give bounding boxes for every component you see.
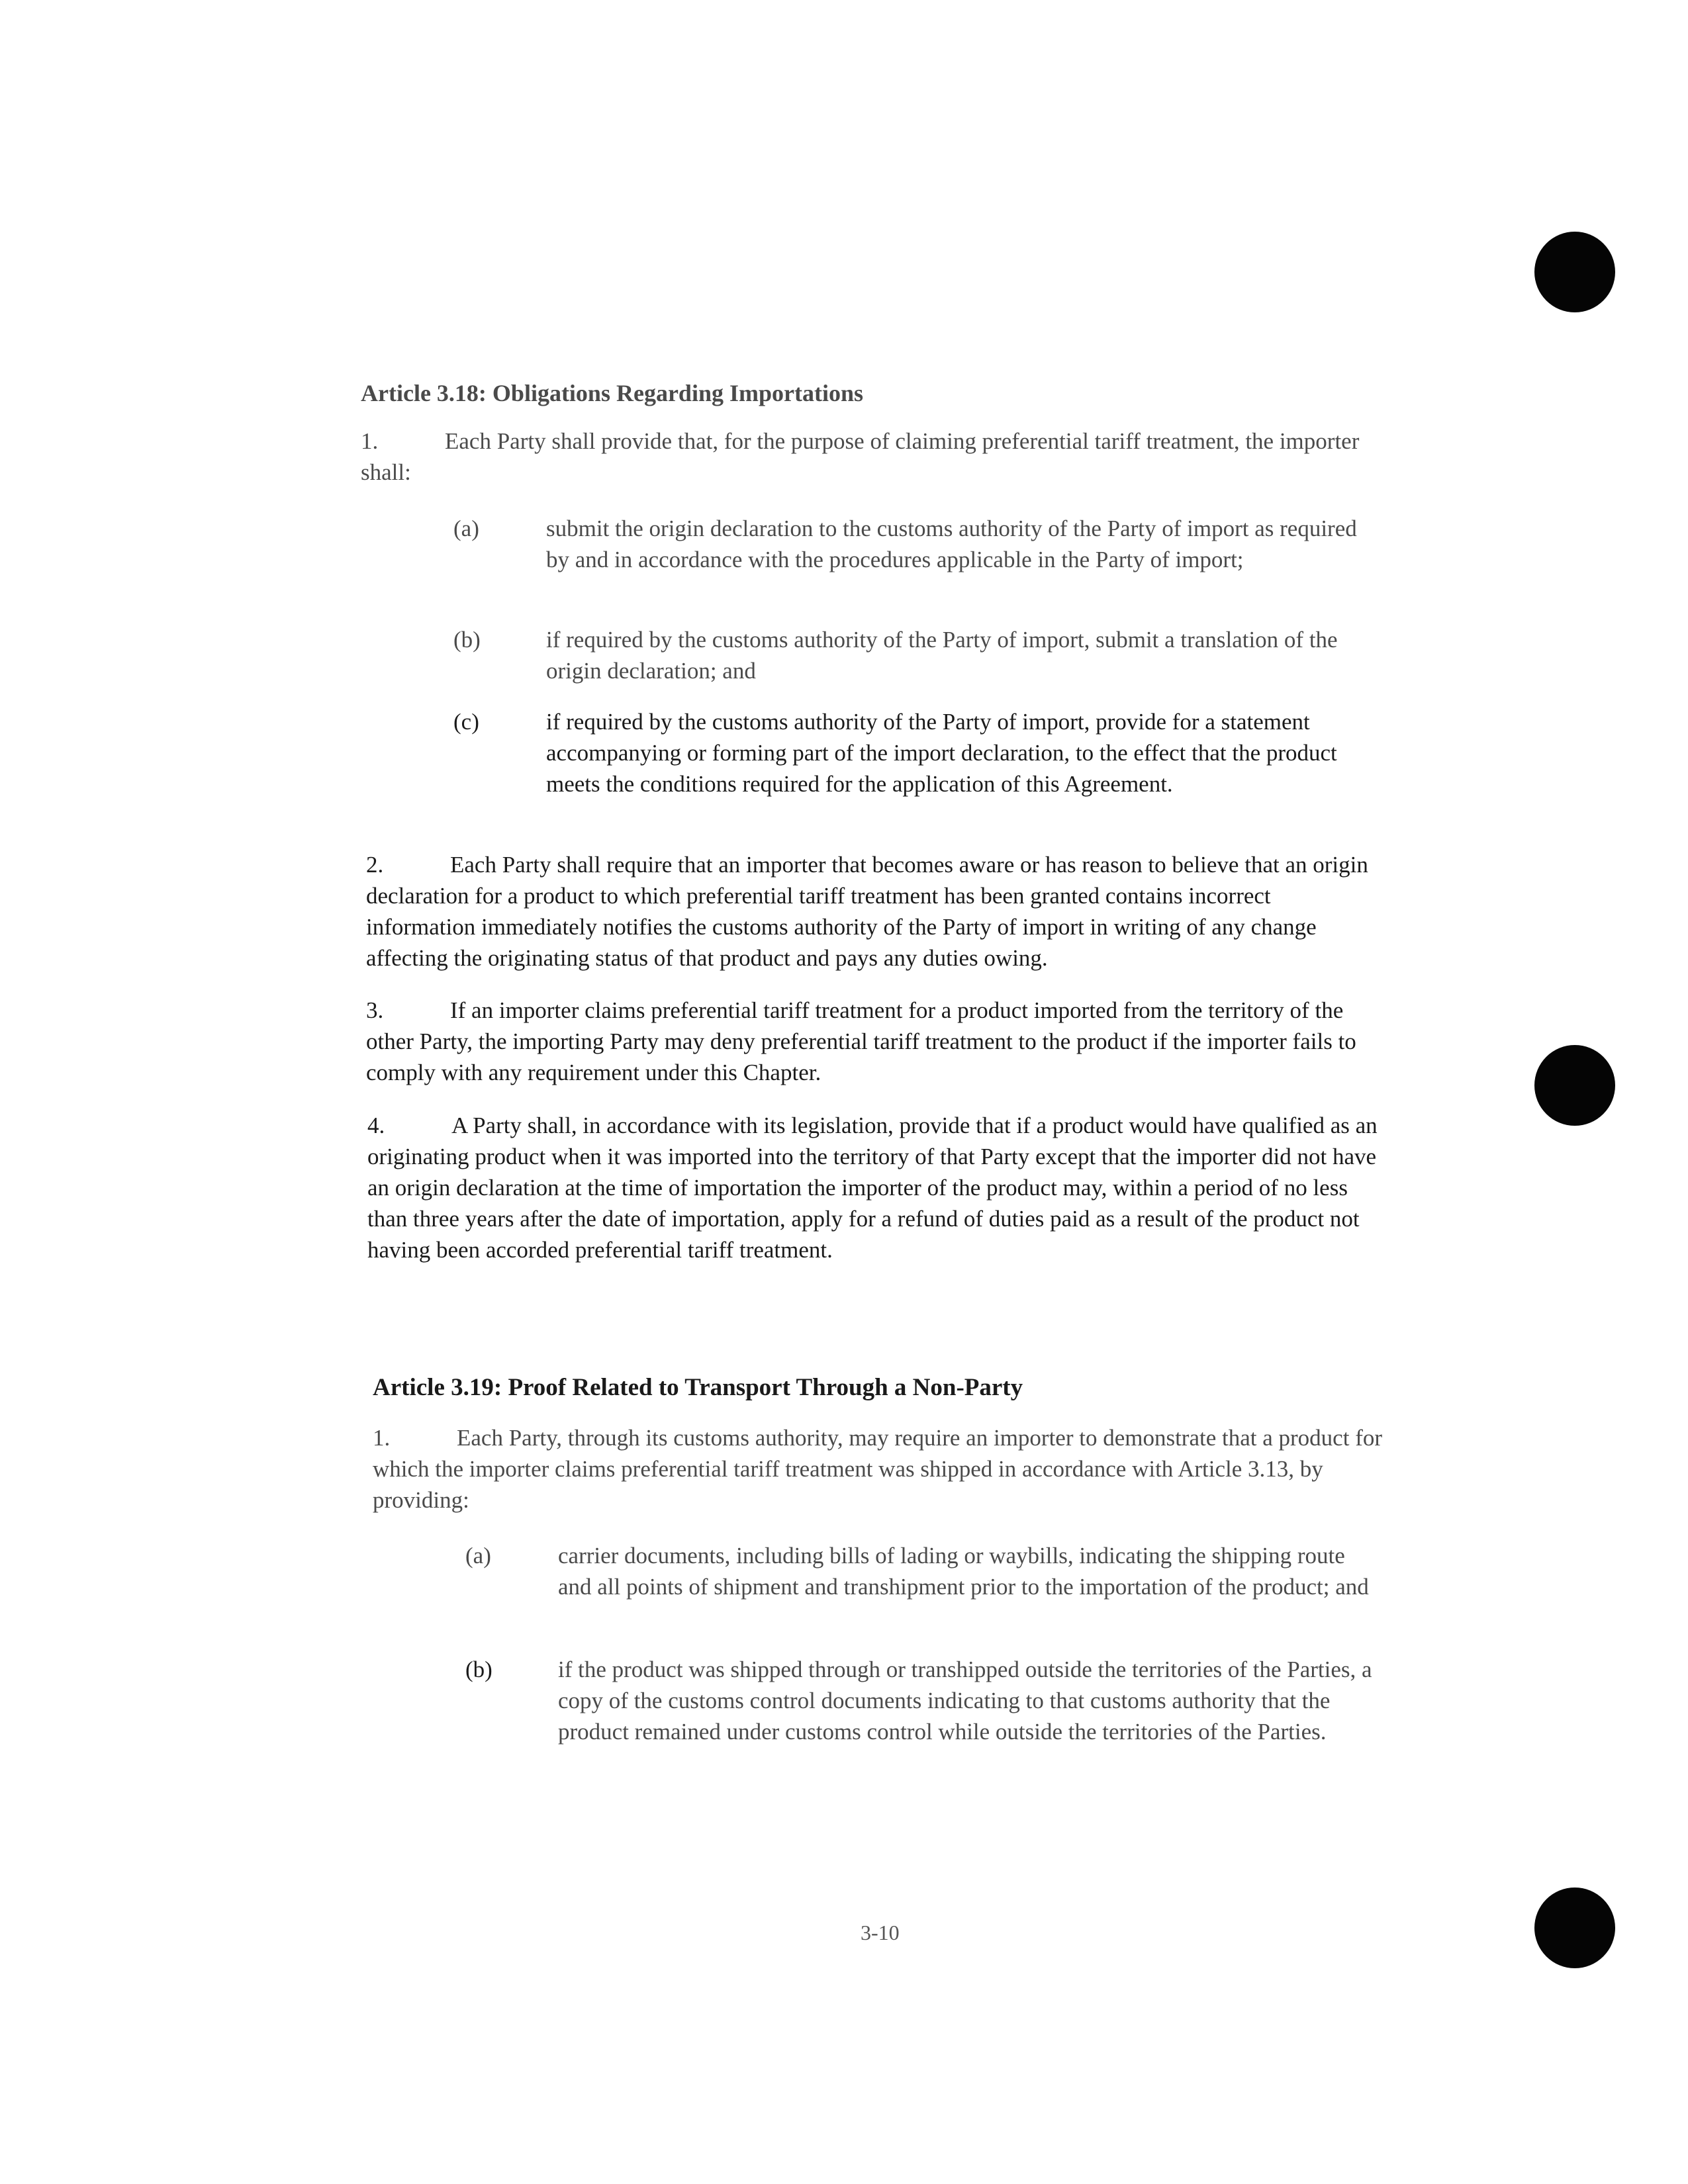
item-label: (b) xyxy=(453,627,481,653)
item-label: (a) xyxy=(465,1543,491,1569)
page-number: 3-10 xyxy=(861,1921,900,1944)
item-text: if required by the customs authority of the Party of import, provide for a statement accompanying or forming part of the import declaration, to the effect that the product meets the conditions required for the application of this Agreement. xyxy=(546,709,1337,797)
paragraph-number: 3. xyxy=(366,997,384,1023)
punch-hole-bottom xyxy=(1534,1888,1615,1968)
item-text: carrier documents, including bills of lading or waybills, indicating the shipping route and all points of shipment and transhipment prior to the importation of the product; and xyxy=(558,1543,1369,1600)
paragraph-text: Each Party shall provide that, for the purpose of claiming preferential tariff treatment, the importer shall: xyxy=(361,428,1360,485)
paragraph-number: 2. xyxy=(366,852,384,878)
article-318-heading: Article 3.18: Obligations Regarding Importations xyxy=(361,380,863,406)
item-label: (a) xyxy=(453,516,479,541)
paragraph-text: A Party shall, in accordance with its legislation, provide that if a product would have qualified as an originating product when it was imported into the territory of that Party except that the importer did not have an origin declaration at the time of importation the importer of the product may, within a period of no less than three years after the date of importation, apply for a refund of duties paid as a result of the product not having been accorded preferential tariff treatment. xyxy=(367,1113,1378,1263)
paragraph-text: Each Party shall require that an importer that becomes aware or has reason to believe that an origin declaration for a product to which preferential tariff treatment has been granted contains incorrect information immediately notifies the customs authority of the Party of import in writing of any change affecting the originating status of that product and pays any duties owing. xyxy=(366,852,1368,971)
item-text: if required by the customs authority of the Party of import, submit a translation of the origin declaration; and xyxy=(546,627,1338,684)
article-318-paragraph-2 xyxy=(366,849,1379,974)
item-label: (c) xyxy=(453,709,479,735)
punch-hole-middle xyxy=(1534,1045,1615,1126)
article-318-paragraph-1 xyxy=(361,426,1374,488)
paragraph-number: 1. xyxy=(373,1425,391,1451)
paragraph-text: Each Party, through its customs authority, may require an importer to demonstrate that a product for which the importer claims preferential tariff treatment was shipped in accordance with Article 3.13, by providing: xyxy=(373,1425,1383,1513)
item-text: if the product was shipped through or transhipped outside the territories of the Parties, a copy of the customs control documents indicating to that customs authority that the product remained under customs control while outside the territories of the Parties. xyxy=(558,1657,1372,1745)
paragraph-number: 1. xyxy=(361,428,379,454)
article-318-paragraph-3 xyxy=(366,995,1379,1088)
paragraph-text: If an importer claims preferential tariff treatment for a product imported from the territory of the other Party, the importing Party may deny preferential tariff treatment to the product if the importer fails to comply with any requirement under this Chapter. xyxy=(366,997,1356,1085)
item-text: submit the origin declaration to the customs authority of the Party of import as required by and in accordance with the procedures applicable in the Party of import; xyxy=(546,516,1357,572)
item-label: (b) xyxy=(465,1657,492,1682)
article-319-paragraph-1 xyxy=(373,1422,1385,1516)
paragraph-number: 4. xyxy=(367,1113,385,1138)
article-318-paragraph-4 xyxy=(367,1110,1380,1265)
article-319-heading: Article 3.19: Proof Related to Transport Through a Non-Party xyxy=(373,1374,1023,1401)
punch-hole-top xyxy=(1534,232,1615,312)
